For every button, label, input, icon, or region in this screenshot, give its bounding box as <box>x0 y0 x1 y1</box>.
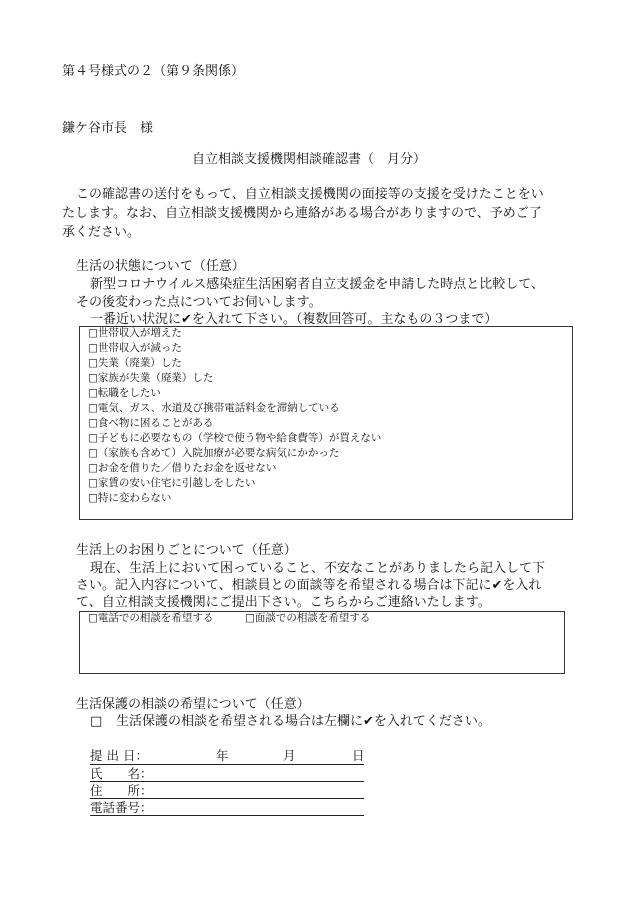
addressee: 鎌ケ谷市長 様 <box>62 121 154 136</box>
living-status-heading: 生活の状態について（任意） <box>76 259 245 274</box>
welfare-text: 生活保護の相談を希望される場合は左欄に✔を入れてください。 <box>116 714 491 729</box>
phone-consultation-option[interactable]: □電話での相談を希望する <box>88 612 214 624</box>
intro-line: 承ください。 <box>62 225 141 240</box>
year-label: 年 <box>216 748 229 763</box>
option-household-income-increased[interactable]: □世帯収入が増えた <box>88 327 182 339</box>
troubles-heading: 生活上のお困りごとについて（任意） <box>76 543 297 558</box>
living-status-desc: 新型コロナウイルス感染症生活困窮者自立支援金を申請した時点と比較して、 <box>90 277 544 292</box>
meeting-consultation-option[interactable]: □面談での相談を希望する <box>245 612 371 624</box>
option-household-income-decreased[interactable]: □世帯収入が減った <box>88 342 182 354</box>
day-label: 日 <box>352 748 365 763</box>
intro-line: たします。なお、自立相談支援機関から連絡がある場合がありますので、予めご了 <box>62 206 542 221</box>
option-utility-arrears[interactable]: □電気、ガス、水道及び携帯電話料金を滞納している <box>88 402 340 414</box>
living-status-instruction: 一番近い状況に✔を入れて下さい。（複数回答可。主なもの３つまで） <box>90 312 498 327</box>
option-debt[interactable]: □お金を借りた／借りたお金を返せない <box>88 462 277 474</box>
form-number: 第４号様式の２（第９条関係） <box>62 64 245 79</box>
option-food-shortage[interactable]: □食べ物に困ることがある <box>88 417 214 429</box>
troubles-desc: さい。記入内容について、相談員との面談等を希望される場合は下記に✔を入れ <box>76 578 542 593</box>
troubles-desc: 現在、生活上において困っていること、不安なことがありましたら記入して下 <box>90 561 546 576</box>
phone-field[interactable] <box>90 815 364 816</box>
welfare-heading: 生活保護の相談の希望について（任意） <box>76 697 310 712</box>
document-title: 自立相談支援機関相談確認書（ 月分） <box>192 152 427 167</box>
option-family-lost-job[interactable]: □家族が失業（廃業）した <box>88 372 214 384</box>
option-no-change[interactable]: □特に変わらない <box>88 492 172 504</box>
welfare-checkbox[interactable]: □ <box>90 714 103 729</box>
intro-line: この確認書の送付をもって、自立相談支援機関の面接等の支援を受けたことをい <box>76 187 544 202</box>
option-lost-job[interactable]: □失業（廃業）した <box>88 357 182 369</box>
address-label: 住 所： <box>90 783 153 798</box>
option-change-job[interactable]: □転職をしたい <box>88 387 161 399</box>
living-status-desc: その後変わった点についてお伺いします。 <box>76 295 322 310</box>
option-hospitalization[interactable]: □（家族も含めて）入院加療が必要な病気にかかった <box>88 447 340 459</box>
option-child-necessities[interactable]: □子どもに必要なもの（学校で使う物や給食費等）が買えない <box>88 432 382 444</box>
name-label: 氏 名： <box>90 766 153 781</box>
phone-label: 電話番号： <box>90 800 153 815</box>
month-label: 月 <box>283 748 296 763</box>
troubles-desc: て、自立相談支援機関にご提出下さい。こちらからご連絡いたします。 <box>76 595 491 610</box>
submission-date-label: 提 出 日： <box>90 748 148 763</box>
option-move-cheaper-housing[interactable]: □家賃の安い住宅に引越しをしたい <box>88 477 256 489</box>
